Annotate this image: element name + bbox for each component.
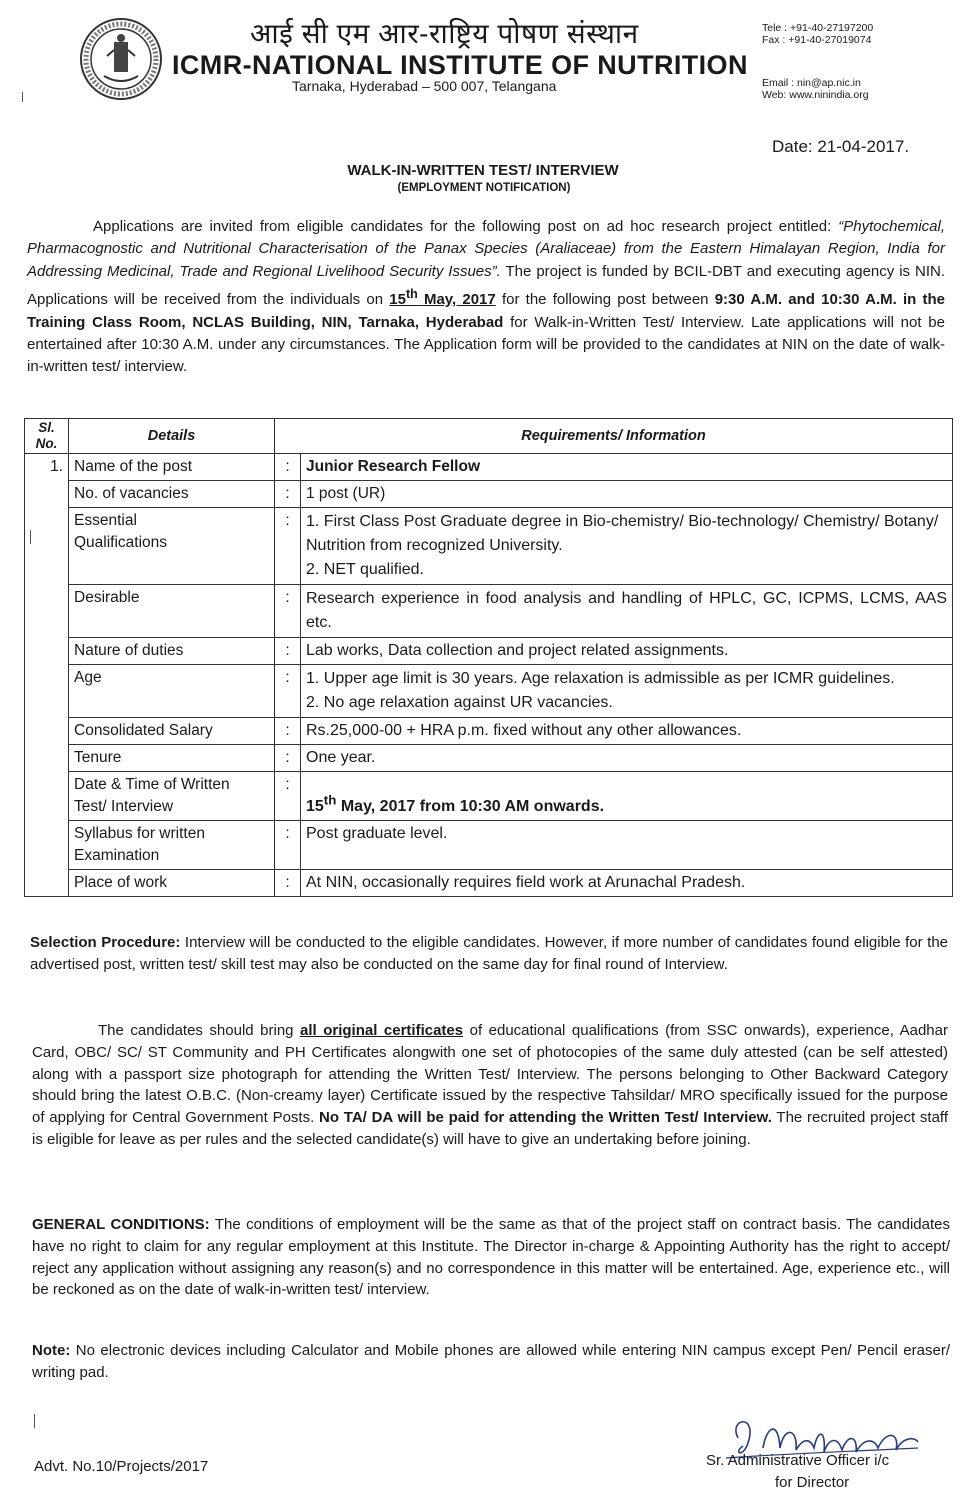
signatory-subtitle: for Director — [775, 1474, 850, 1491]
row-colon: : — [275, 638, 301, 665]
walk-in-date — [389, 287, 496, 309]
row-colon: : — [275, 508, 301, 585]
header-sl-no: Sl. No. — [25, 419, 69, 454]
row-colon: : — [275, 870, 301, 897]
intro-funding-text: The project is funded by BCIL-DBT and executing agency is NIN. Applications will be received from the individuals on — [27, 262, 945, 309]
row-value: At NIN, occasionally requires field work at Arunachal Pradesh. — [301, 870, 953, 897]
intro-text-between: for the following post between — [495, 291, 715, 309]
row-value: Post graduate level. — [301, 821, 953, 870]
intro-text: Applications are invited from eligible candidates for the following post on ad hoc research project entitled: — [93, 218, 839, 235]
row-sl-no: 1. — [25, 454, 69, 897]
written-test-day-suffix: th — [323, 792, 337, 808]
institute-address: Tarnaka, Hyderabad – 500 007, Telangana — [292, 78, 557, 94]
row-value — [301, 454, 953, 481]
row-label: Place of work — [69, 870, 275, 897]
note-text: No electronic devices including Calculator and Mobile phones are allowed while entering NIN campus except Pen/ Pencil eraser/ writing pad. — [32, 1342, 950, 1381]
walk-in-venue: 9:30 A.M. and 10:30 A.M. in the Training Class Room, NCLAS Building, NIN, Tarnaka, Hyderabad — [27, 291, 945, 331]
row-label: Age — [69, 665, 275, 718]
no-ta-da-notice: No TA/ DA will be paid for attending the Written Test/ Interview. — [319, 1109, 772, 1127]
project-title: “Phytochemical, Pharmacognostic and Nutritional Characterisation of the Panax Species (Araliaceae) from the Eastern Himalayan Region, India for Addressing Medicinal, Trade and Regional Livelihood Security Issues”. — [27, 218, 945, 280]
row-label: Essential Qualifications — [69, 508, 275, 585]
general-conditions-text: The conditions of employment will be the same as that of the project staff on contract basis. The candidates have no right to claim for any regular employment at this Institute. The Director in-charge & Appointing Authority has the right to accept/ reject any application without assigning any reason(s) and no correspondence in this matter will be entertained. Age, experience etc., will be reckoned as on the date of walk-in-written test/ interview. — [32, 1216, 950, 1299]
original-certificates: all original certificates — [300, 1022, 464, 1039]
header-details: Details — [69, 419, 275, 454]
written-test-day: 15 — [306, 798, 324, 815]
general-conditions-label: GENERAL CONDITIONS: — [32, 1216, 210, 1233]
row-colon: : — [275, 821, 301, 870]
table-header-row — [25, 419, 953, 454]
website: Web: www.ninindia.org — [762, 89, 869, 101]
table-row — [25, 454, 953, 481]
table-row — [25, 481, 953, 508]
row-label: Date & Time of Written Test/ Interview — [69, 772, 275, 821]
icmr-logo — [74, 16, 168, 102]
table-row — [25, 638, 953, 665]
email: Email : nin@ap.nic.in — [762, 77, 861, 89]
telephone: Tele : +91-40-27197200 — [762, 22, 874, 34]
table-row — [25, 665, 953, 718]
row-label: Consolidated Salary — [69, 718, 275, 745]
intro-paragraph — [27, 216, 945, 379]
age-relaxation: 2. No age relaxation against UR vacancies. — [306, 694, 613, 711]
institute-name: ICMR-NATIONAL INSTITUTE OF NUTRITION — [172, 50, 748, 80]
row-value: Research experience in food analysis and handling of HPLC, GC, ICPMS, LCMS, AAS etc. — [301, 585, 953, 638]
row-label: Tenure — [69, 745, 275, 772]
header-requirements: Requirements/ Information — [275, 419, 953, 454]
row-colon: : — [275, 585, 301, 638]
advertisement-number: Advt. No.10/Projects/2017 — [34, 1458, 209, 1475]
row-colon: : — [275, 454, 301, 481]
intro-closing-text: for Walk-in-Written Test/ Interview. Late applications will not be entertained after 10:30 A.M. under any circumstances. The Application form will be provided to the candidates at NIN on the date of walk-in-written test/ interview. — [27, 313, 945, 376]
row-value — [301, 508, 953, 585]
row-label: Name of the post — [69, 454, 275, 481]
row-label: Desirable — [69, 585, 275, 638]
documents-details: of educational qualifications (from SSC onwards), experience, Aadhar Card, OBC/ SC/ ST Community and PH Certificates alongwith one set of photocopies of the same duly attested (can be self attested) along with a passport size photograph for attending the Written Test/ Interview. The persons belonging to Other Backward Category should bring the latest O.B.C. (Non-creamy layer) Certificate issued by the respective Tahsildar/ MRO specifically issued for the purpose of applying for Central Government Posts. — [32, 1022, 948, 1127]
margin-mark — [22, 92, 23, 102]
selection-text: Interview will be conducted to the eligible candidates. However, if more number of candidates found eligible for the advertised post, written test/ skill test may also be conducted on the same day for final round of Interview. — [30, 934, 948, 974]
row-colon: : — [275, 481, 301, 508]
margin-mark — [30, 530, 31, 544]
margin-mark — [34, 1414, 35, 1428]
row-value: Lab works, Data collection and project related assignments. — [301, 638, 953, 665]
age-limit: 1. Upper age limit is 30 years. Age relaxation is admissible as per ICMR guidelines. — [306, 670, 895, 687]
table-row — [25, 772, 953, 821]
post-name: Junior Research Fellow — [306, 458, 480, 475]
walk-in-date-day: 15 — [389, 291, 406, 309]
written-test-time: May, 2017 from 10:30 AM onwards. — [336, 798, 605, 815]
table-row — [25, 718, 953, 745]
note — [32, 1340, 950, 1384]
row-colon: : — [275, 718, 301, 745]
selection-label: Selection Procedure: — [30, 934, 181, 951]
row-value: One year. — [301, 745, 953, 772]
note-label: Note: — [32, 1342, 71, 1359]
written-test-date — [306, 792, 605, 815]
walk-in-date-month: May, 2017 — [417, 291, 496, 309]
table-row — [25, 745, 953, 772]
requirements-table — [24, 418, 953, 897]
table-row — [25, 585, 953, 638]
row-label: Nature of duties — [69, 638, 275, 665]
row-colon: : — [275, 772, 301, 821]
selection-procedure — [30, 932, 948, 977]
table-row — [25, 508, 953, 585]
qualification-1: 1. First Class Post Graduate degree in Bio-chemistry/ Bio-technology/ Chemistry/ Botany/ Nutrition from recognized University. — [306, 513, 939, 554]
row-value: Rs.25,000-00 + HRA p.m. fixed without any other allowances. — [301, 718, 953, 745]
qualification-2: 2. NET qualified. — [306, 561, 424, 578]
documents-closing: The recruited project staff is eligible for leave as per rules and the selected candidate(s) will have to give an undertaking before joining. — [32, 1109, 948, 1148]
signatory-title: Sr. Administrative Officer i/c — [706, 1452, 890, 1469]
row-colon: : — [275, 745, 301, 772]
row-value — [301, 665, 953, 718]
table-row — [25, 870, 953, 897]
row-label: Syllabus for written Examination — [69, 821, 275, 870]
fax: Fax : +91-40-27019074 — [762, 34, 872, 46]
documents-paragraph — [32, 1020, 948, 1151]
documents-text: The candidates should bring — [98, 1022, 301, 1039]
notice-date: Date: 21-04-2017. — [772, 137, 910, 156]
general-conditions — [32, 1214, 950, 1301]
notice-subtitle: (EMPLOYMENT NOTIFICATION) — [397, 182, 571, 194]
institute-name-hindi: आई सी एम आर-राष्ट्रिय पोषण संस्थान — [250, 18, 639, 49]
row-value — [301, 772, 953, 821]
row-value: 1 post (UR) — [301, 481, 953, 508]
row-colon: : — [275, 665, 301, 718]
row-label: No. of vacancies — [69, 481, 275, 508]
table-row — [25, 821, 953, 870]
walk-in-date-suffix: th — [405, 287, 418, 302]
notice-title: WALK-IN-WRITTEN TEST/ INTERVIEW — [347, 162, 619, 179]
